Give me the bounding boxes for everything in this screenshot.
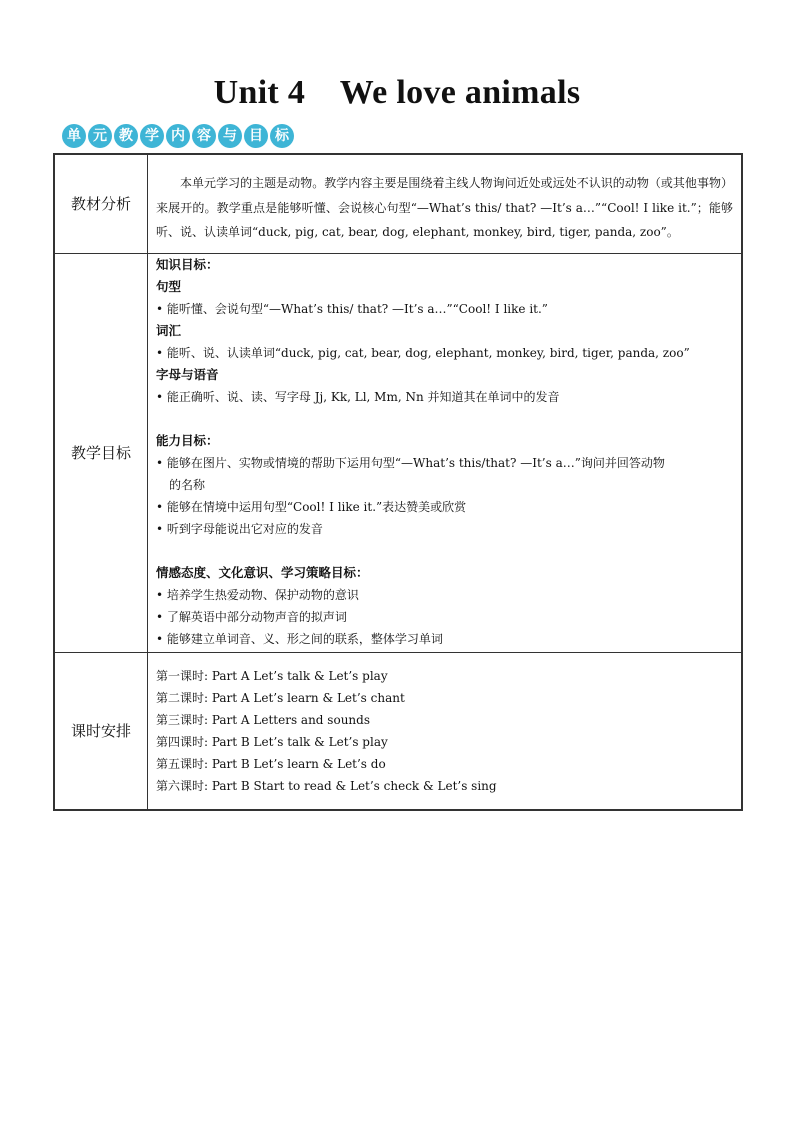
lesson-item: 第二课时: Part A Let’s learn & Let’s chant — [156, 690, 405, 705]
ability-item: • 听到字母能说出它对应的发音 — [156, 521, 323, 536]
sentence-item: • 能听懂、会说句型“—What’s this/ that? —It’s a…”“Cool! I like it.” — [156, 301, 548, 316]
ability-heading: 能力目标： — [156, 432, 219, 448]
ability-item: • 能够在图片、实物或情境的帮助下运用句型“—What’s this/that? —It’s a…”询问并回答动物 — [156, 455, 665, 470]
ability-item: • 能够在情境中运用句型“Cool! I like it.”表达赞美或欣赏 — [156, 499, 467, 514]
lesson-item: 第三课时: Part A Letters and sounds — [156, 712, 370, 727]
vocab-heading: 词汇 — [156, 322, 182, 338]
schedule-row — [54, 652, 742, 810]
schedule-label: 课时安排 — [54, 652, 148, 810]
schedule-content — [148, 652, 743, 810]
banner-char: 元 — [88, 124, 112, 148]
letters-item: • 能正确听、说、读、写字母 Jj, Kk, Ll, Mm, Nn 并知道其在单词中的发音 — [156, 389, 560, 404]
unit-plan-table — [53, 153, 743, 811]
analysis-text: 本单元学习的主题是动物。教学内容主要是围绕着主线人物询问近处或远处不认识的动物（或其他事物）来展开的。教学重点是能够听懂、会说核心句型“—What’s this/ that? —It’s a…”“Cool! I like it.”；能够听、说、认读单词“duck, pig, cat, bear, dog, elephant, monkey, bird, tiger, panda, zoo”。 — [156, 176, 733, 239]
section-banner — [62, 124, 294, 148]
analysis-content — [148, 154, 743, 253]
banner-char: 教 — [114, 124, 138, 148]
vocab-item: • 能听、说、认读单词“duck, pig, cat, bear, dog, elephant, monkey, bird, tiger, panda, zoo” — [156, 345, 690, 360]
banner-char: 与 — [218, 124, 242, 148]
emotion-item: • 了解英语中部分动物声音的拟声词 — [156, 609, 347, 624]
banner-char: 单 — [62, 124, 86, 148]
lesson-item: 第五课时: Part B Let’s learn & Let’s do — [156, 756, 386, 771]
analysis-row — [54, 154, 742, 253]
lesson-item: 第六课时: Part B Start to read & Let’s check & Let’s sing — [156, 778, 497, 793]
lesson-item: 第四课时: Part B Let’s talk & Let’s play — [156, 734, 388, 749]
banner-char: 标 — [270, 124, 294, 148]
banner-char: 目 — [244, 124, 268, 148]
goals-label: 教学目标 — [54, 253, 148, 652]
banner-char: 学 — [140, 124, 164, 148]
goals-row — [54, 253, 742, 652]
goals-content — [148, 253, 743, 652]
knowledge-heading: 知识目标： — [156, 256, 219, 272]
letters-heading: 字母与语音 — [156, 366, 219, 382]
sentence-heading: 句型 — [156, 278, 182, 294]
lesson-item: 第一课时: Part A Let’s talk & Let’s play — [156, 668, 388, 683]
analysis-label: 教材分析 — [54, 154, 148, 253]
emotion-item: • 能够建立单词音、义、形之间的联系，整体学习单词 — [156, 631, 443, 646]
emotion-item: • 培养学生热爱动物、保护动物的意识 — [156, 587, 359, 602]
emotion-heading: 情感态度、文化意识、学习策略目标： — [156, 564, 369, 580]
ability-item-continued: 的名称 — [169, 477, 206, 492]
banner-char: 内 — [166, 124, 190, 148]
banner-char: 容 — [192, 124, 216, 148]
page-title: Unit 4 We love animals — [213, 74, 581, 111]
